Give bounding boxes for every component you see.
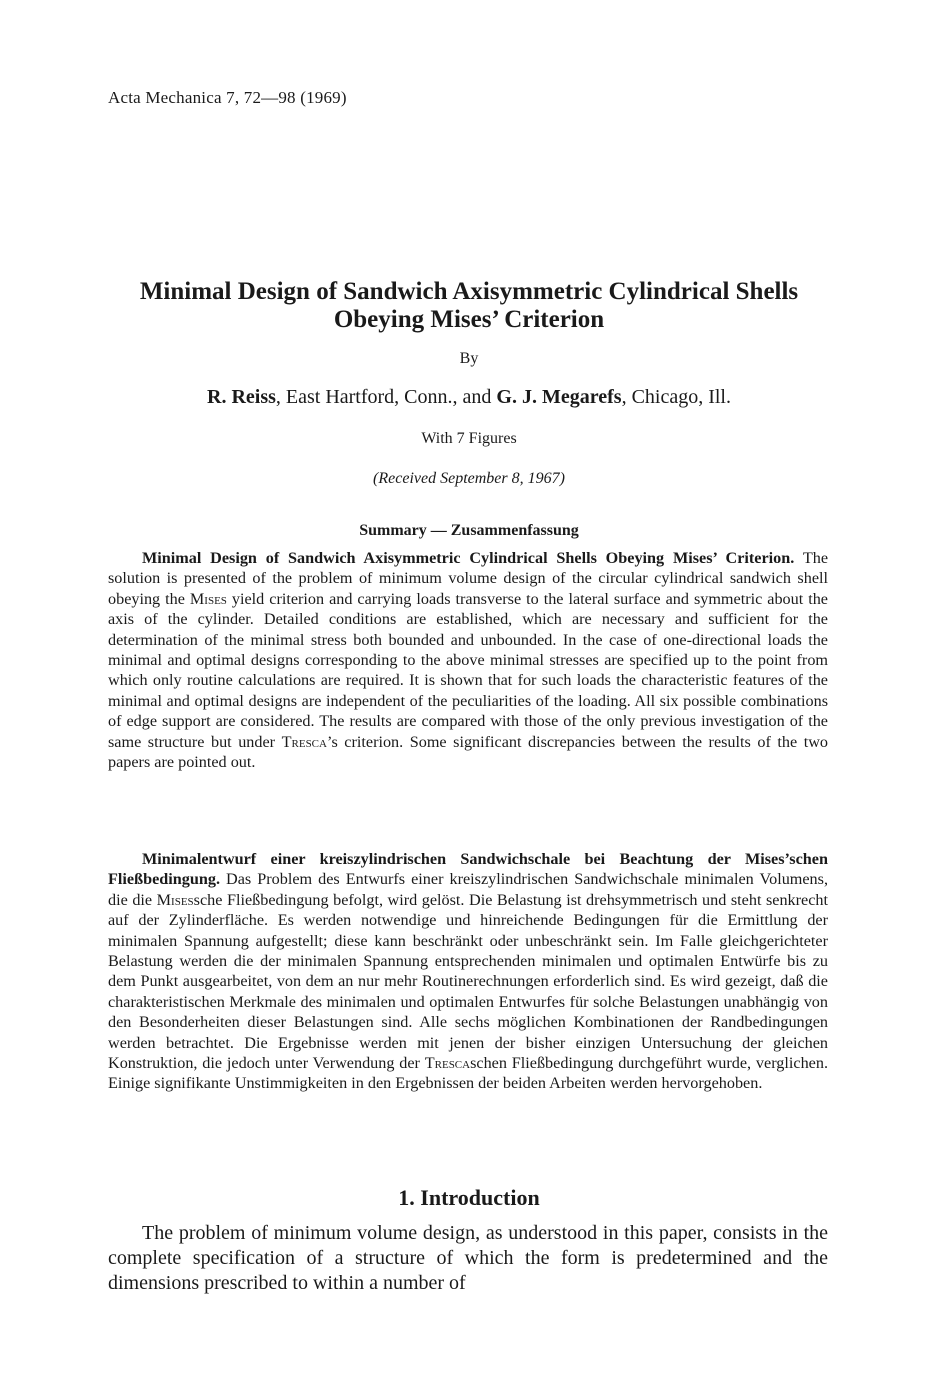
title-line-2: Obeying Mises’ Criterion (333, 306, 605, 333)
name-tresca: Tresca (281, 732, 327, 751)
figure-count: With 7 Figures (421, 430, 517, 447)
abstract-english-text-3: ’s criterion. Some significant discrepancies between the results of the two papers are pointed out. (108, 732, 829, 772)
received-date: (Received September 8, 1967) (373, 470, 565, 487)
abstract-german-text-3: schen Fließbedingung durchgeführt wurde, verglichen. Einige signifikante Unstimmigkeiten in den Ergebnissen der beiden Arbeiten werden hervorgehoben. (108, 1054, 828, 1093)
author-line (0, 386, 938, 409)
abstract-german-title: Minimalentwurf einer kreiszylindrischen Sandwichschale bei Beachtung der Mises’schen Fließbedingung. (108, 850, 828, 889)
abstract-german-text-2: sche Fließbedingung befolgt, wird gelöst. Die Belastung ist drehsymmetrisch und steht senkrecht auf der Zylinderfläche. Es werden notwendige und hinreichende Bedingungen für die Ermittlung der minimalen Spannung aufgestellt; diese kann beschränkt oder unbeschränkt sein. Im Falle gleichgerichteter Belastung werden die der minimalen Spannung entsprechenden minimalen und optimalen Entwürfe bis zu dem Punkt ausgearbeitet, von dem an nur mehr Routinerechnungen erforderlich sind. Es wird gezeigt, daß die charakteristischen Merkmale des minimalen und optimalen Entwurfes für solche Belastungen unabhängig von den Besonderheiten dieser Belastungen sind. Alle sechs möglichen Kombinationen der Randbedingungen werden betrachtet. Die Ergebnisse werden mit jenen der bisher einzigen Untersuchung der gleichen Konstruktion, die jedoch unter Verwendung der (108, 890, 828, 1073)
abstract-english-text-1: The solution is presented of the problem of minimum volume design of the circular cylindrical sandwich shell obeying the (108, 549, 828, 608)
affiliation-1: , East Hartford, Conn., and (275, 386, 497, 408)
name-tresca-de: Tresca (424, 1054, 471, 1073)
by-label: By (459, 350, 479, 367)
author-reiss: R. Reiss (207, 386, 276, 408)
title-line-1: Minimal Design of Sandwich Axisymmetric Cylindrical Shells (139, 278, 799, 305)
summary-heading: Summary — Zusammenfassung (359, 522, 579, 539)
affiliation-2: , Chicago, Ill. (621, 386, 731, 408)
paper-title (100, 278, 838, 334)
abstract-english (108, 548, 828, 772)
name-mises: Mises (189, 589, 227, 608)
abstract-german-text-1: Das Problem des Entwurfs einer kreiszylindrischen Sandwichschale minimalen Volumens, die die (108, 870, 828, 909)
journal-citation: Acta Mechanica 7, 72—98 (1969) (108, 88, 347, 107)
abstract-english-text-2: yield criterion and carrying loads transverse to the lateral surface and symmetric about the axis of the cylinder. Detailed conditions are established, which are necessary and sufficient for the determination of the minimal stress both bounded and unbounded. In the case of one-directional loads the minimal and optimal designs corresponding to the above minimal stresses are specified up to the point from which only routine calculations are required. It is shown that for such loads the characteristic features of the minimal and optimal designs are independent of the peculiarities of the loading. All six possible combinations of edge support are considered. The results are compared with those of the only previous investigation of the same structure but under (108, 589, 828, 751)
abstract-english-title: Minimal Design of Sandwich Axisymmetric Cylindrical Shells Obeying Mises’ Criterion. (142, 549, 795, 567)
section-heading-introduction: 1. Introduction (398, 1185, 540, 1210)
abstract-german (108, 849, 828, 1094)
name-mises-de: Mises (156, 890, 194, 909)
author-megarefs: G. J. Megarefs (496, 386, 622, 408)
introduction-paragraph: The problem of minimum volume design, as understood in this paper, consists in the complete specification of a structure of which the form is predetermined and the dimensions prescribed to within a number of (108, 1222, 828, 1294)
